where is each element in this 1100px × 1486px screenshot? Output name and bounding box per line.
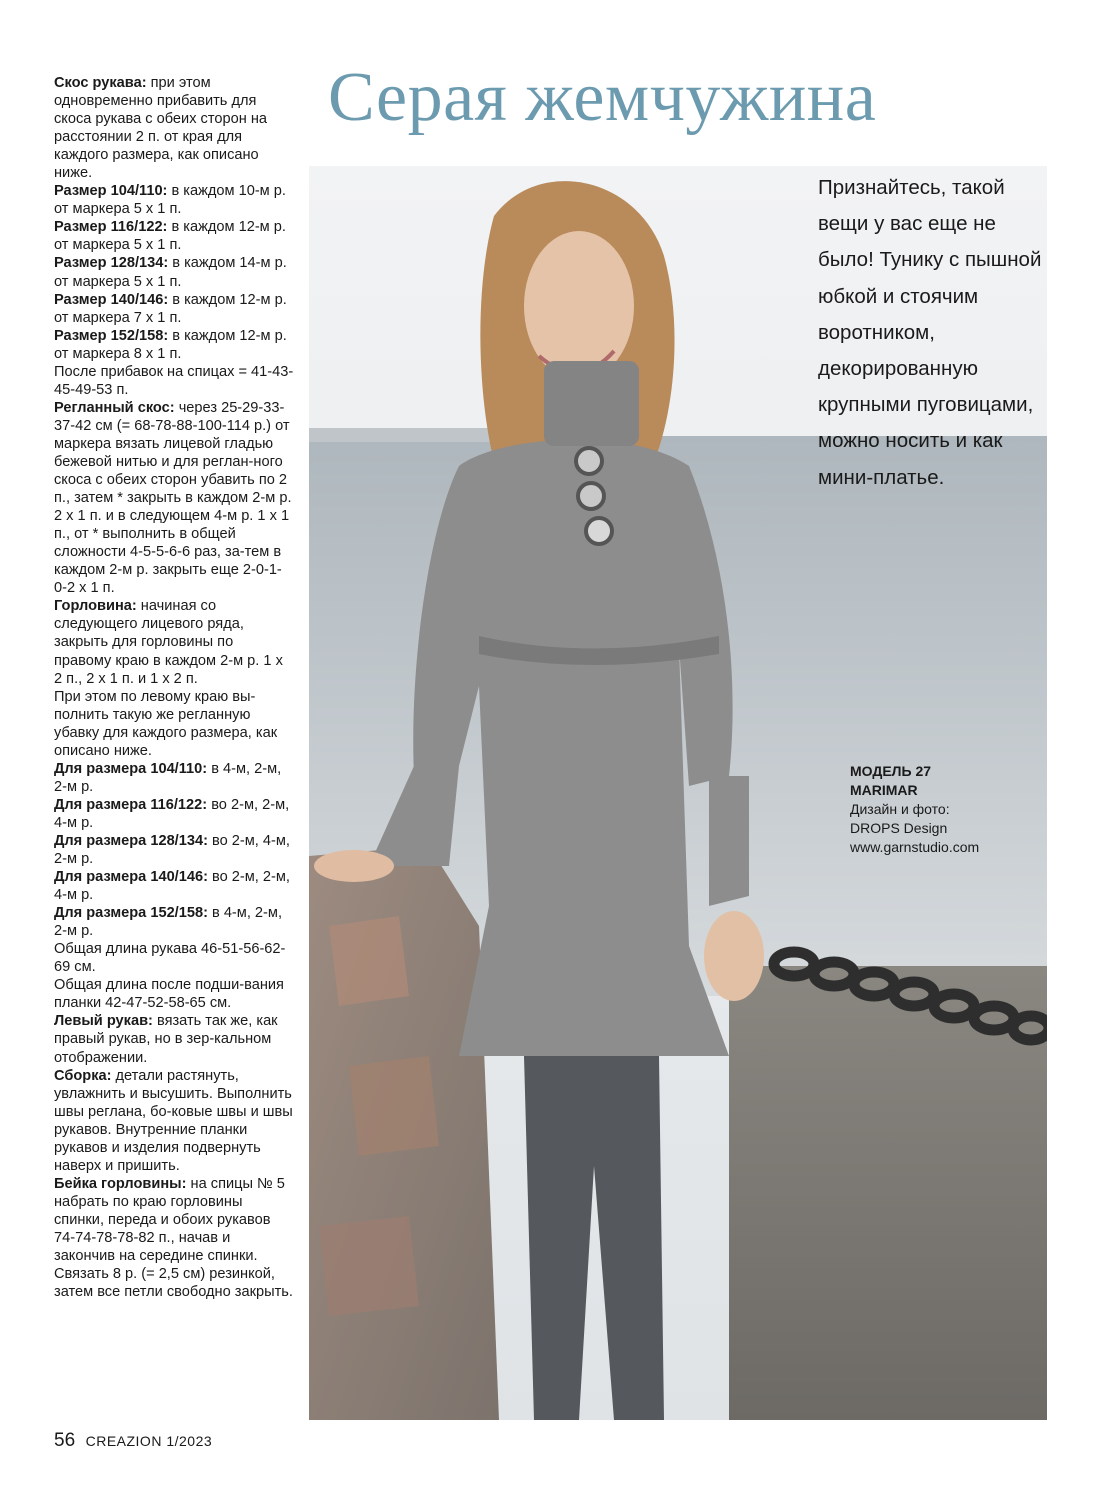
instruction-heading: Размер 152/158:	[54, 327, 169, 344]
instruction-paragraph	[54, 291, 294, 327]
instruction-heading: Сборка:	[54, 1067, 112, 1084]
lead-text: Признайтесь, такой вещи у вас еще не было! Тунику с пышной юбкой и стоячим воротником, декорированную крупными пуговицами, можно носить и как мини-платье.	[818, 176, 1042, 489]
instruction-text: в 4-м, 2-м, 2-м р.	[54, 760, 282, 795]
instruction-paragraph	[54, 1175, 294, 1301]
instruction-heading: Размер 128/134:	[54, 255, 169, 272]
instruction-heading: Для размера 116/122:	[54, 796, 208, 813]
instruction-paragraph	[54, 904, 294, 940]
instruction-paragraph	[54, 976, 294, 1012]
instruction-text: во 2-м, 2-м, 4-м р.	[54, 869, 290, 904]
model-number: МОДЕЛЬ 27	[850, 763, 932, 779]
instruction-text: через 25-29-33-37-42 см (= 68-78-88-100-114 р.) от маркера вязать лицевой гладью бежевой нитью и для реглан-ного скоса с обеих сторон убавить по 2 п., затем * закрыть в каждом 2-м р. 2 х 1 п. и в следующем 4-м р. 1 х 1 п., от * выполнить в общей сложности 4-5-5-6-6 раз, за-тем в каждом 2-м р. закрыть еще 2-0-1-0-2 х 1 п.	[54, 399, 292, 597]
instruction-text: начиная со следующего лицевого ряда, закрыть для горловины по правому краю в каждом 2-м р. 1 х 2 п., 2 х 1 п. и 1 х 2 п.	[54, 598, 283, 687]
page-number: 56	[54, 1430, 76, 1451]
instruction-heading: Левый рукав:	[54, 1013, 153, 1030]
instruction-paragraph	[54, 760, 294, 796]
instruction-paragraph	[54, 796, 294, 832]
instruction-paragraph	[54, 868, 294, 904]
instruction-paragraph	[54, 74, 294, 182]
instruction-paragraph	[54, 327, 294, 363]
instruction-heading: Для размера 152/158:	[54, 905, 208, 922]
instruction-paragraph	[54, 688, 294, 760]
instruction-heading: Размер 116/122:	[54, 219, 168, 236]
instruction-paragraph	[54, 1067, 294, 1175]
instruction-paragraph	[54, 832, 294, 868]
instruction-text: в 4-м, 2-м, 2-м р.	[54, 905, 282, 940]
instruction-text: в каждом 12-м р. от маркера 5 х 1 п.	[54, 219, 286, 254]
instruction-text: во 2-м, 2-м, 4-м р.	[54, 796, 290, 831]
model-name: MARIMAR	[850, 782, 918, 798]
instruction-text: детали растянуть, увлажнить и высушить. Выполнить швы реглана, бо-ковые швы и швы рукавов. Внутренние планки рукавов и изделия подвернуть наверх и пришить.	[54, 1067, 293, 1174]
designer-name: DROPS Design	[850, 820, 948, 836]
instruction-heading: Регланный скос:	[54, 399, 175, 416]
instruction-text: при этом одновременно прибавить для скоса рукава с обеих сторон на расстоянии 2 п. от края для каждого размера, как описано ниже.	[54, 75, 267, 182]
instruction-paragraph	[54, 399, 294, 598]
instruction-heading: Для размера 104/110:	[54, 760, 208, 777]
instruction-text: вязать так же, как правый рукав, но в зер-кальном отображении.	[54, 1013, 278, 1066]
instruction-paragraph	[54, 363, 294, 399]
instruction-paragraph	[54, 1012, 294, 1066]
instruction-text: Общая длина рукава 46-51-56-62-69 см.	[54, 941, 286, 976]
instruction-text: Общая длина после подши-вания планки 42-47-52-58-65 см.	[54, 977, 284, 1012]
instruction-text: на спицы № 5 набрать по краю горловины спинки, переда и обоих рукавов 74-74-78-78-82 п., начав и закончив на середине спинки. Связать 8 р. (= 2,5 см) резинкой, затем все петли свободно закрыть.	[54, 1175, 293, 1301]
instruction-paragraph	[54, 940, 294, 976]
design-label: Дизайн и фото:	[850, 801, 950, 817]
instruction-paragraph	[54, 254, 294, 290]
instruction-text: во 2-м, 4-м, 2-м р.	[54, 832, 290, 868]
instruction-text: После прибавок на спицах = 41-43-45-49-53 п.	[54, 363, 294, 398]
page-footer	[54, 1430, 212, 1452]
designer-url: www.garnstudio.com	[850, 839, 980, 855]
instruction-heading: Горловина:	[54, 598, 137, 615]
instruction-heading: Бейка горловины:	[54, 1175, 187, 1192]
model-credits	[850, 762, 1040, 857]
instruction-heading: Размер 140/146:	[54, 291, 169, 308]
instruction-heading: Для размера 140/146:	[54, 869, 208, 886]
knitting-instructions	[54, 74, 294, 1301]
instruction-paragraph	[54, 597, 294, 687]
instruction-text: При этом по левому краю вы-полнить такую же регланную убавку для каждого размера, как описано ниже.	[54, 688, 278, 759]
instruction-heading: Для размера 128/134:	[54, 832, 208, 849]
instruction-paragraph	[54, 182, 294, 218]
instruction-paragraph	[54, 218, 294, 254]
instruction-text: в каждом 12-м р. от маркера 7 х 1 п.	[54, 291, 287, 326]
instruction-text: в каждом 10-м р. от маркера 5 х 1 п.	[54, 183, 286, 218]
instruction-heading: Скос рукава:	[54, 75, 147, 91]
page-title: Серая жемчужина	[328, 59, 877, 136]
instruction-text: в каждом 12-м р. от маркера 8 х 1 п.	[54, 327, 287, 362]
instruction-heading: Размер 104/110:	[54, 183, 168, 200]
instruction-text: в каждом 14-м р. от маркера 5 х 1 п.	[54, 255, 287, 290]
magazine-issue: CREAZION 1/2023	[85, 1433, 213, 1449]
